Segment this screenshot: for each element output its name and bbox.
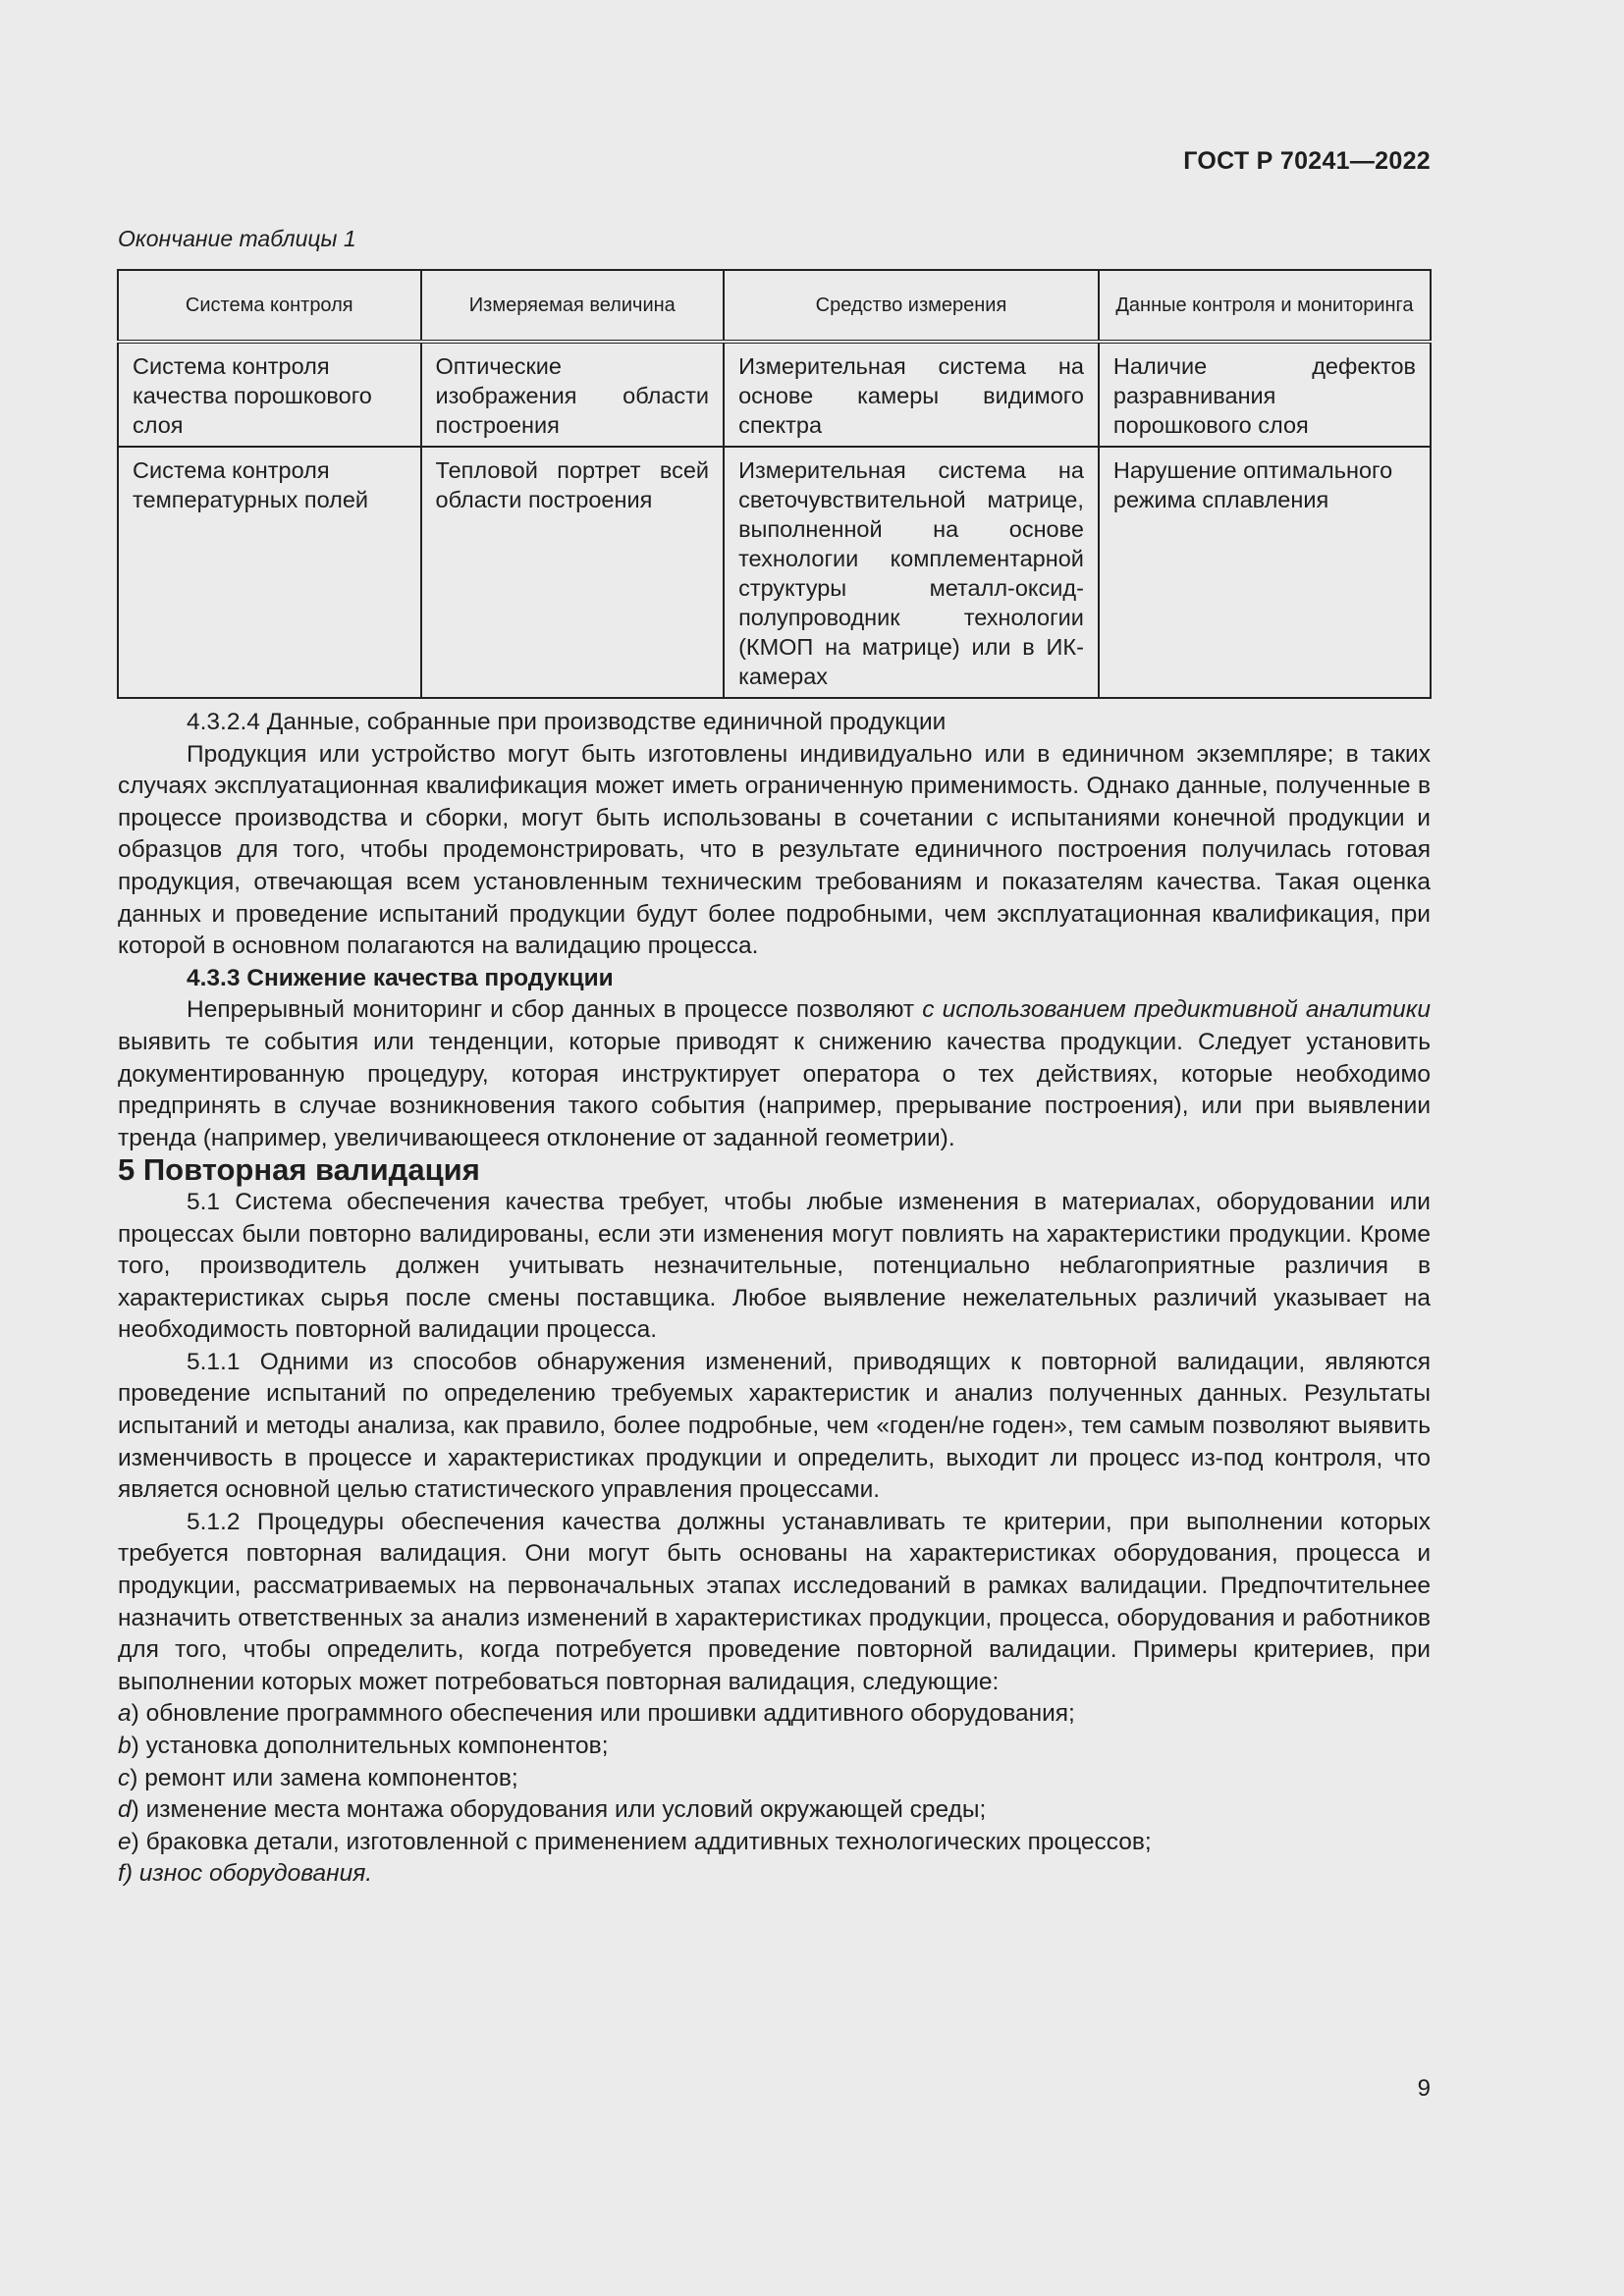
section-5-1-paragraph: 5.1 Система обеспечения качества требует, чтобы любые изменения в материалах, оборудовании или процессах были повторно валидированы, если эти изменения могут повлиять на характеристики продукции. Кроме того, производитель должен учитывать незначительные, потенциально неблагоприятные различия в характеристиках сырья после смены поставщика. Любое выявление нежелательных различий указывает на необходимость повторной валидации процесса. xyxy=(118,1188,1431,1344)
list-letter: b xyxy=(118,1733,132,1759)
list-item xyxy=(118,1794,1431,1827)
document-code: ГОСТ Р 70241—2022 xyxy=(1183,147,1431,175)
list-item-text: ) установка дополнительных компонентов; xyxy=(131,1733,609,1759)
section-4-3-3-title: 4.3.3 Снижение качества продукции xyxy=(187,964,614,991)
italic-fragment: с использованием предиктивной аналитики xyxy=(922,996,1432,1024)
column-header-measured-value: Измеряемая величина xyxy=(421,270,725,342)
list-letter: a xyxy=(118,1700,132,1728)
table-row xyxy=(118,342,1431,447)
list-item-text: ) изменение места монтажа оборудования или условий окружающей среды; xyxy=(131,1796,987,1824)
section-5-heading: 5 Повторная валидация xyxy=(118,1152,480,1188)
list-item xyxy=(118,1827,1431,1859)
table-cell: Оптические изображения области построения xyxy=(421,342,725,447)
list-item xyxy=(118,1858,1431,1891)
list-item-text: ) ремонт или замена компонентов; xyxy=(130,1764,518,1791)
table-cell: Наличие дефектов разравнивания порошкового слоя xyxy=(1099,342,1431,447)
list-item-text: ) браковка детали, изготовленной с применением аддитивных технологических процессов; xyxy=(131,1828,1152,1855)
list-item xyxy=(118,1763,1431,1795)
table-cell: Тепловой портрет всей области построения xyxy=(421,447,725,698)
text-fragment: Непрерывный мониторинг и сбор данных в процессе позволяют xyxy=(187,996,923,1024)
section-4-3-3-paragraph xyxy=(118,994,1431,1154)
list-item-text: ) износ оборудования. xyxy=(124,1860,373,1888)
list-letter: c xyxy=(118,1764,131,1791)
list-letter: f xyxy=(118,1860,125,1888)
table-cell: Система контроля качества порошкового слоя xyxy=(118,342,421,447)
table-row xyxy=(118,447,1431,698)
text-fragment: выявить те события или тенденции, которые приводят к снижению качества продукции. Следует установить документированную процедуру, которая инструктирует оператора о тех действиях, которые необходимо предпринять в случае возникновения такого события (например, прерывание построения), или при выявлении тренда (например, увеличивающееся отклонение от заданной геометрии). xyxy=(118,1028,1431,1151)
list-letter: e xyxy=(118,1828,132,1855)
table-cell: Измерительная система на светочувствительной матрице, выполненной на основе технологии комплементарной структуры металл-оксид-полупроводник технологии (КМОП на матрице) или в ИК-камерах xyxy=(724,447,1099,698)
column-header-measuring-tool: Средство измерения xyxy=(724,270,1099,342)
list-item-text: ) обновление программного обеспечения или прошивки аддитивного оборудования; xyxy=(131,1700,1075,1728)
page-number: 9 xyxy=(1417,2075,1431,2102)
list-item xyxy=(118,1698,1431,1731)
table-header-row xyxy=(118,270,1431,342)
section-4-3-2-4-title: 4.3.2.4 Данные, собранные при производстве единичной продукции xyxy=(187,709,947,735)
table-cell: Нарушение оптимального режима сплавления xyxy=(1099,447,1431,698)
main-text xyxy=(118,707,1431,1891)
list-letter: d xyxy=(118,1796,132,1824)
section-4-3-2-4-paragraph: Продукция или устройство могут быть изготовлены индивидуально или в единичном экземпляре; в таких случаях эксплуатационная квалификация может иметь ограниченную применимость. Однако данные, полученные в процессе производства и сборки, могут быть использованы в сочетании с испытаниями конечной продукции и образцов для того, чтобы продемонстрировать, что в результате единичного построения получилась готовая продукция, отвечающая всем установленным техническим требованиям и показателям качества. Такая оценка данных и проведение испытаний продукции будут более подробными, чем эксплуатационная квалификация, при которой в основном полагаются на валидацию процесса. xyxy=(118,740,1431,960)
table-caption: Окончание таблицы 1 xyxy=(118,226,356,251)
table-cell: Система контроля температурных полей xyxy=(118,447,421,698)
list-item xyxy=(118,1731,1431,1763)
table-cell: Измерительная система на основе камеры видимого спектра xyxy=(724,342,1099,447)
column-header-control-system: Система контроля xyxy=(118,270,421,342)
column-header-monitoring-data: Данные контроля и мониторинга xyxy=(1099,270,1431,342)
section-5-1-1-paragraph: 5.1.1 Одними из способов обнаружения изменений, приводящих к повторной валидации, являются проведение испытаний по определению требуемых характеристик и анализ полученных данных. Результаты испытаний и методы анализа, как правило, более подробные, чем «годен/не годен», тем самым позволяют выявить изменчивость в процессе и характеристиках продукции и определить, выходит ли процесс из-под контроля, что является основной целью статистического управления процессами. xyxy=(118,1348,1431,1504)
table-1 xyxy=(117,269,1432,699)
section-5-1-2-paragraph: 5.1.2 Процедуры обеспечения качества должны устанавливать те критерии, при выполнении которых требуется повторная валидация. Они могут быть основаны на характеристиках оборудования, процесса и продукции, рассматриваемых на первоначальных этапах исследований в рамках валидации. Предпочтительнее назначить ответственных за анализ изменений в характеристиках продукции, процесса, оборудования и работников для того, чтобы определить, когда потребуется проведение повторной валидации. Примеры критериев, при выполнении которых может потребоваться повторная валидация, следующие: xyxy=(118,1508,1431,1695)
